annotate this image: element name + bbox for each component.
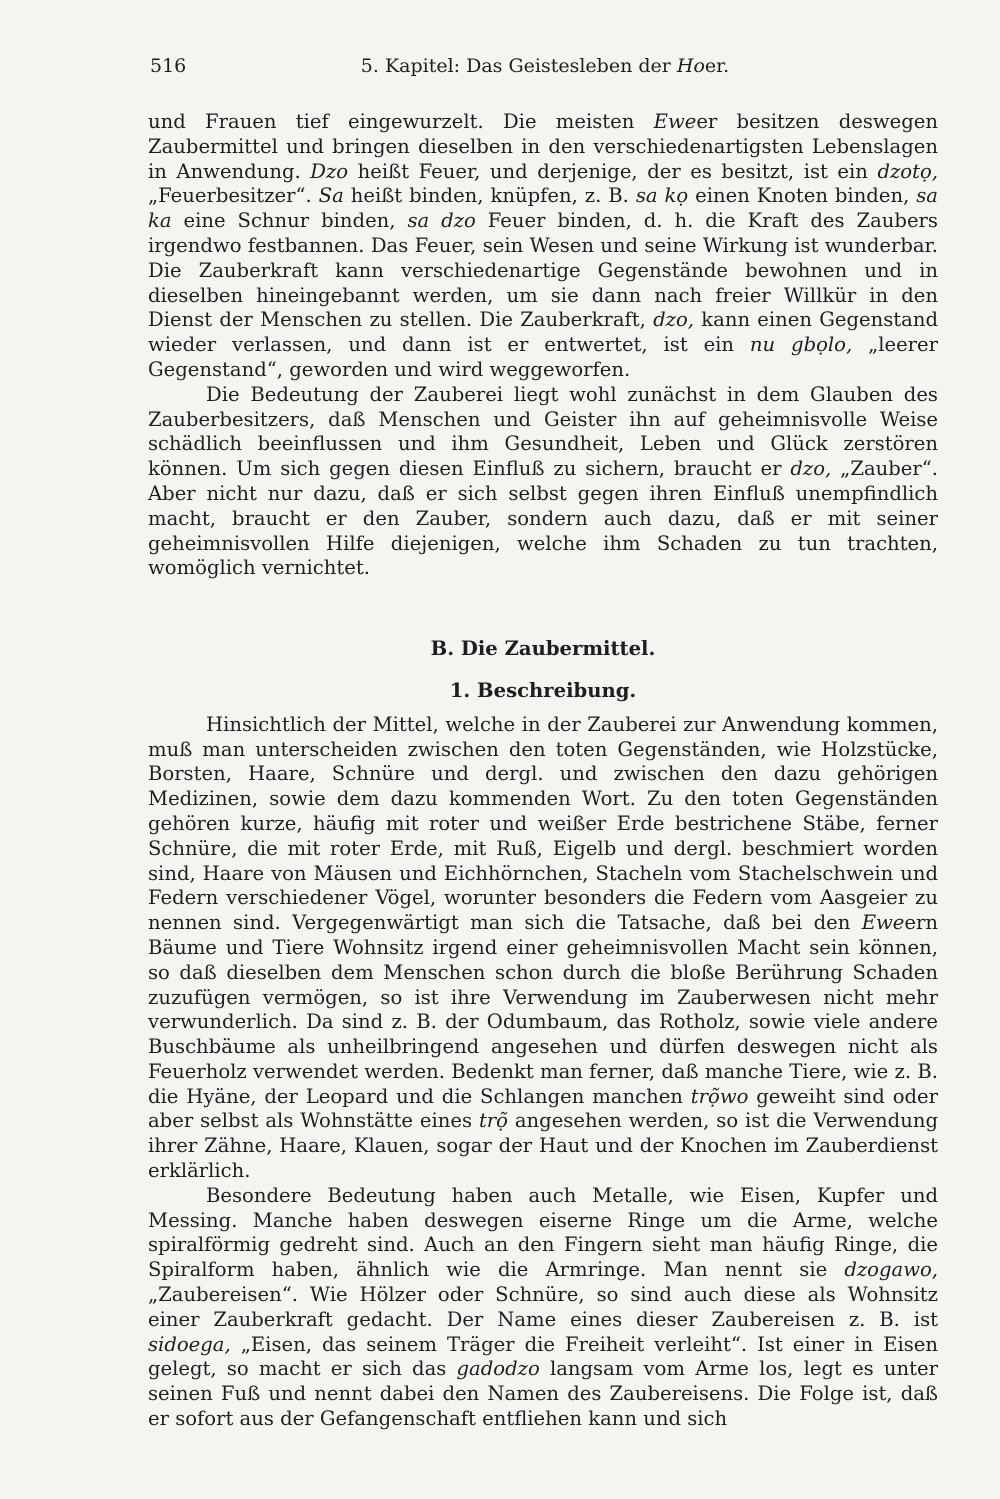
running-header — [150, 50, 940, 82]
subsection-heading: 1. Beschreibung. — [449, 678, 637, 702]
text-run: er besitzen deswegen Zaubermittel und bringen dieselben in den verschiedenartigsten Lebenslagen in Anwendung. — [148, 110, 939, 183]
text-run: „Zaubereisen“. Wie Hölzer oder Schnüre, so sind auch diese als Wohnsitz einer Zauberkraft gedacht. Der Name eines dieser Zaubereisen z. B. ist — [148, 1283, 938, 1331]
italic-term: sa kọ — [635, 184, 689, 208]
running-title-tribe: Ho — [676, 55, 705, 77]
italic-term: sidoega, — [148, 1332, 231, 1356]
text-run: angesehen werden, so ist die Verwendung ihrer Zähne, Haare, Klauen, sogar der Haut und der Knochen im Zauberdienst erklärlich. — [148, 1109, 939, 1183]
text-run: heißt binden, knüpfen, z. B. — [343, 184, 636, 208]
running-title-prefix: 5. Kapitel: Das Geistesleben der — [360, 55, 677, 77]
text-run: langsam vom Arme los, legt es unter seinen Fuß und nennt dabei den Namen des Zaubereisens. Die Folge ist, daß er sofort aus der Gefangenschaft entfliehen kann und sich — [148, 1357, 938, 1431]
text-run: Hinsichtlich der Mittel, welche in der Zauberei zur Anwendung kommen, muß man unterscheiden zwischen den toten Gegenständen, wie Holzstücke, Borsten, Haare, Schnüre und dergl. und zwischen den dazu gehörigen Medizinen, sowie dem dazu kommenden Wort. Zu den toten Gegenständen gehören kurze, häufig mit roter und weißer Erde bestrichene Stäbe, ferner Schnüre, die mit roter Erde, mit Ruß, Eigelb und dergl. beschmiert worden sind, Haare von Mäusen und Eichhörnchen, Stacheln vom Stachelschwein und Federn verschiedener Vögel, worunter besonders die Federn vom Aasgeier zu nennen sind. Vergegenwärtigt man sich die Tatsache, daß bei den — [148, 712, 938, 935]
italic-term: sa ka — [148, 184, 938, 233]
text-run: Besondere Bedeutung haben auch Metalle, wie Eisen, Kupfer und Messing. Manche haben deswegen eiserne Ringe um die Arme, welche spiralförmig gedreht sind. Auch an den Fingern sieht man häufig Ringe, die Spiralform haben, ähnlich wie die Armringe. Man nennt sie — [148, 1183, 938, 1282]
italic-term: gadodzo — [456, 1357, 540, 1381]
text-run: heißt Feuer, und derjenige, der es besitzt, ist ein — [348, 159, 878, 183]
text-run: „leerer Gegenstand“, geworden und wird weggeworfen. — [148, 333, 939, 381]
text-run: „Eisen, das seinem Träger die Freiheit verleiht“. Ist einer in Eisen gelegt, so macht er sich das — [148, 1332, 938, 1381]
running-title — [150, 50, 940, 82]
italic-term: dzogawo, — [844, 1258, 938, 1282]
text-run: Feuer binden, d. h. die Kraft des Zaubers irgendwo festbannen. Das Feuer, sein Wesen und seine Wirkung ist wunderbar. Die Zauberkraft kann verschiedenartige Gegenstände bewohnen und in dieselben hineingebannt werden, um sie dann nach freier Willkür in den Dienst der Menschen zu stellen. Die Zauberkraft, — [148, 209, 938, 332]
running-title-suffix: er. — [704, 55, 730, 77]
italic-term: dzotọ, — [877, 159, 938, 183]
italic-term: nu gbọlo, — [749, 333, 853, 357]
italic-term: sa dzo — [407, 209, 476, 233]
text-run: und Frauen tief eingewurzelt. Die meisten — [148, 110, 654, 133]
italic-term: Sa — [318, 184, 344, 208]
paragraph-4 — [148, 1184, 938, 1432]
body-text — [148, 110, 938, 1432]
paragraph-3 — [148, 713, 938, 1184]
italic-term: trọ̃wo — [690, 1084, 749, 1108]
text-run: geweiht sind oder aber selbst als Wohnstätte eines — [148, 1084, 938, 1133]
text-run: „Feuerbesitzer“. — [148, 184, 319, 208]
text-run: kann einen Gegenstand wieder verlassen, und dann ist er entwertet, ist ein — [148, 308, 939, 357]
text-run: eine Schnur binden, — [171, 209, 408, 233]
text-run: Die Bedeutung der Zauberei liegt wohl zunächst in dem Glauben des Zauberbesitzers, daß Menschen und Geister ihn auf geheimnisvolle Weise schädlich beeinflussen und ihm Gesundheit, Leben und Glück zerstören können. Um sich gegen diesen Einfluß zu sichern, braucht er — [148, 382, 938, 481]
italic-term: dzo, — [653, 308, 695, 332]
paragraph-1 — [148, 110, 938, 383]
italic-term: Ewe — [861, 911, 905, 935]
text-run: ern Bäume und Tiere Wohnsitz irgend einer geheimnisvollen Macht sein können, so daß dieselben dem Menschen schon durch die bloße Berührung Schaden zuzufügen vermögen, so ist ihre Verwendung im Zauberwesen nicht mehr verwunderlich. Da sind z. B. der Odumbaum, das Rotholz, sowie viele andere Buschbäume als unheilbringend angesehen und dürfen deswegen nicht als Feuerholz verwendet werden. Bedenkt man ferner, daß manche Tiere, wie z. B. die Hyäne, der Leopard und die Schlangen manchen — [148, 911, 938, 1108]
text-run: einen Knoten binden, — [688, 184, 917, 208]
paragraph-2 — [148, 383, 938, 581]
italic-term: trọ̃ — [478, 1109, 508, 1133]
italic-term: dzo, — [790, 457, 832, 481]
italic-term: Ewe — [653, 110, 697, 133]
section-heading: B. Die Zaubermittel. — [430, 637, 656, 661]
text-run: „Zauber“. Aber nicht nur dazu, daß er sich selbst gegen ihren Einfluß unempfindlich macht, braucht er den Zauber, sondern auch dazu, daß er mit seiner geheimnisvollen Hilfe diejenigen, welche ihm Schaden zu tun trachten, womöglich vernichtet. — [148, 457, 938, 580]
italic-term: Dzo — [310, 159, 349, 183]
page-number: 516 — [150, 55, 187, 77]
